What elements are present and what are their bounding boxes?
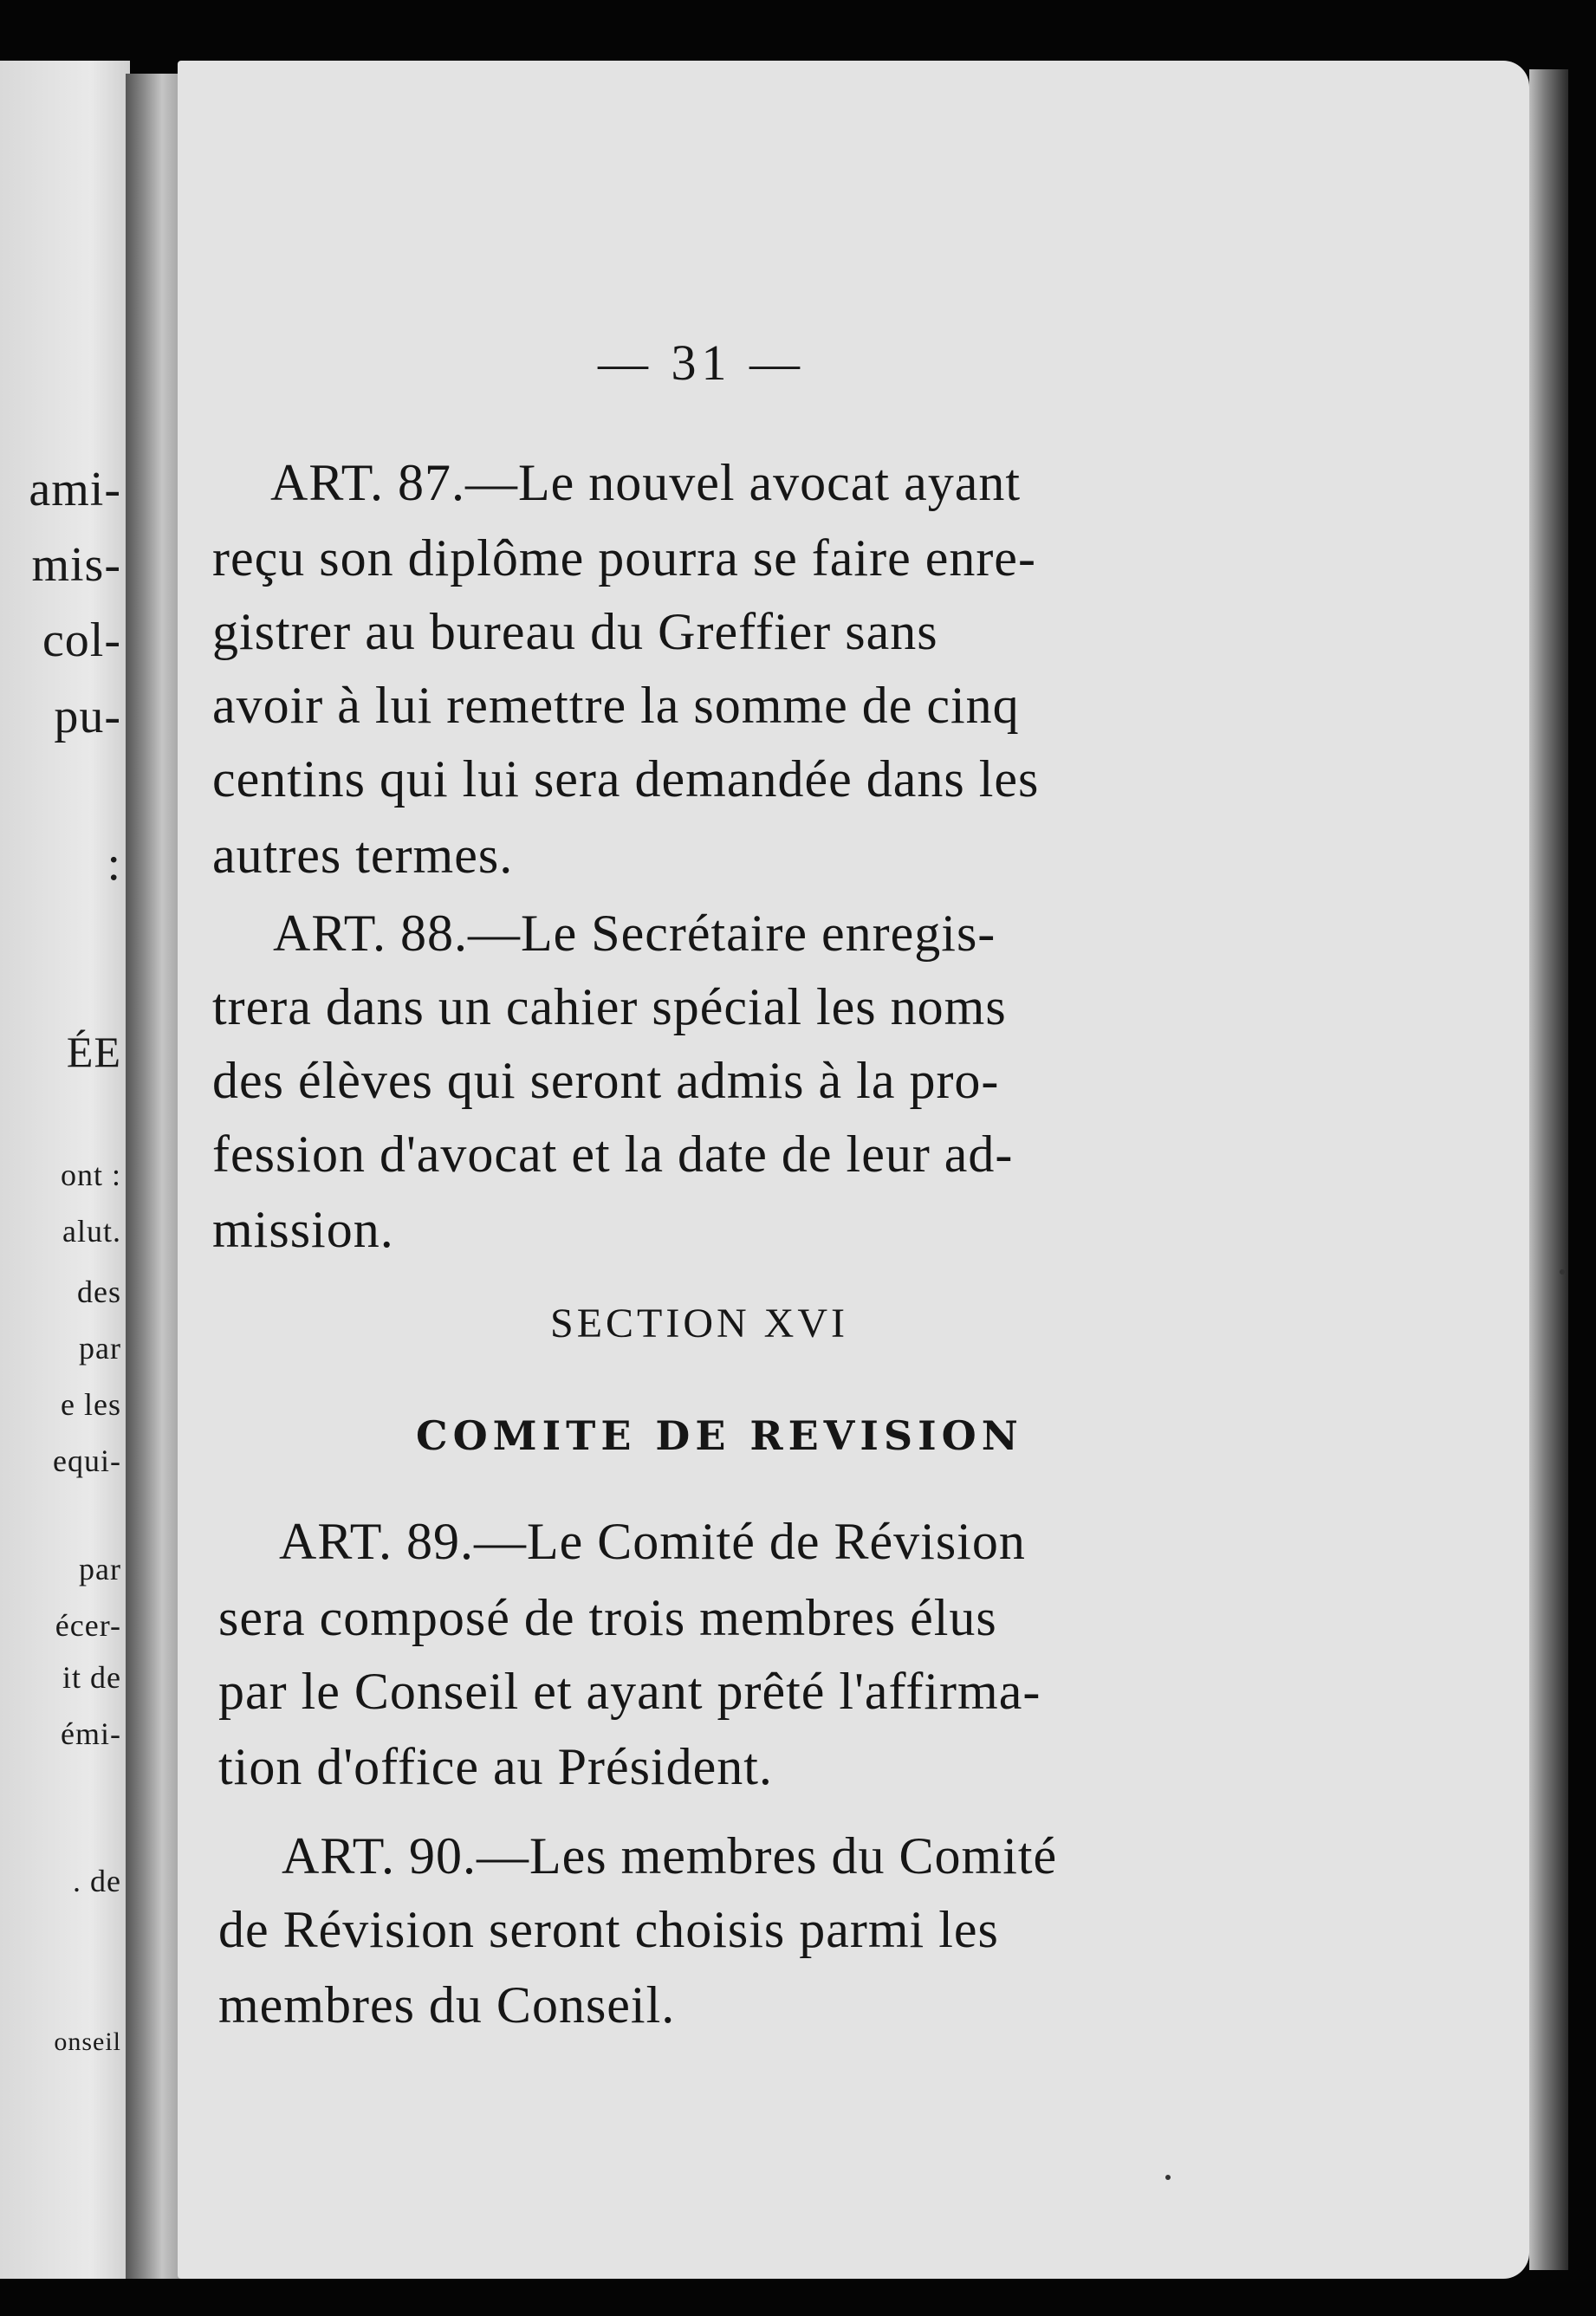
article-90-line: membres du Conseil. bbox=[218, 1976, 676, 2034]
left-fragment: equi- bbox=[53, 1443, 121, 1478]
left-fragment: par bbox=[79, 1552, 121, 1586]
left-fragment: par bbox=[79, 1331, 121, 1366]
article-90-line: ART. 90.—Les membres du Comité bbox=[282, 1827, 1058, 1885]
section-heading: SECTION XVI bbox=[550, 1301, 848, 1346]
left-fragment: : bbox=[107, 837, 121, 891]
left-page-fragment bbox=[0, 61, 130, 2279]
left-fragment: mis- bbox=[31, 538, 121, 592]
ink-speck bbox=[1560, 1269, 1565, 1275]
article-88-line: trera dans un cahier spécial les noms bbox=[212, 978, 1007, 1035]
article-88-line: mission. bbox=[212, 1201, 394, 1258]
ink-speck bbox=[1165, 2175, 1171, 2180]
page-edge-shadow bbox=[1529, 69, 1568, 2270]
article-87-line: centins qui lui sera demandée dans les bbox=[212, 750, 1040, 808]
left-fragment: it de bbox=[62, 1660, 121, 1695]
left-fragment: écer- bbox=[55, 1608, 121, 1643]
left-fragment: ont : bbox=[60, 1158, 121, 1192]
left-fragment: e les bbox=[61, 1387, 121, 1422]
article-89-line: par le Conseil et ayant prêté l'affirma- bbox=[218, 1663, 1041, 1720]
left-fragment: pu- bbox=[54, 690, 121, 743]
article-87-line: avoir à lui remettre la somme de cinq bbox=[212, 677, 1020, 734]
left-fragment: des bbox=[77, 1275, 121, 1309]
article-87-line: autres termes. bbox=[212, 827, 514, 884]
committee-heading: COMITE DE REVISION bbox=[416, 1412, 1023, 1459]
left-fragment: . de bbox=[73, 1864, 121, 1898]
article-90-line: de Révision seront choisis parmi les bbox=[218, 1901, 999, 1958]
article-88-line: fession d'avocat et la date de leur ad- bbox=[212, 1126, 1014, 1183]
article-88-line: des élèves qui seront admis à la pro- bbox=[212, 1052, 1000, 1109]
left-fragment: ÉE bbox=[66, 1028, 121, 1076]
page-number: — 31 — bbox=[598, 334, 805, 391]
article-87-line: ART. 87.—Le nouvel avocat ayant bbox=[270, 454, 1022, 511]
left-fragment: ami- bbox=[29, 463, 121, 516]
article-89-line: sera composé de trois membres élus bbox=[218, 1589, 997, 1646]
left-fragment: onseil bbox=[54, 2027, 121, 2056]
article-88-line: ART. 88.—Le Secrétaire enregis- bbox=[273, 905, 996, 962]
article-89-line: tion d'office au Président. bbox=[218, 1738, 773, 1795]
left-fragment: alut. bbox=[62, 1214, 121, 1249]
article-89-line: ART. 89.—Le Comité de Révision bbox=[279, 1513, 1026, 1570]
left-fragment: émi- bbox=[61, 1716, 121, 1751]
article-87-line: gistrer au bureau du Greffier sans bbox=[212, 603, 938, 660]
left-fragment: col- bbox=[42, 613, 121, 667]
article-87-line: reçu son diplôme pourra se faire enre- bbox=[212, 529, 1036, 587]
